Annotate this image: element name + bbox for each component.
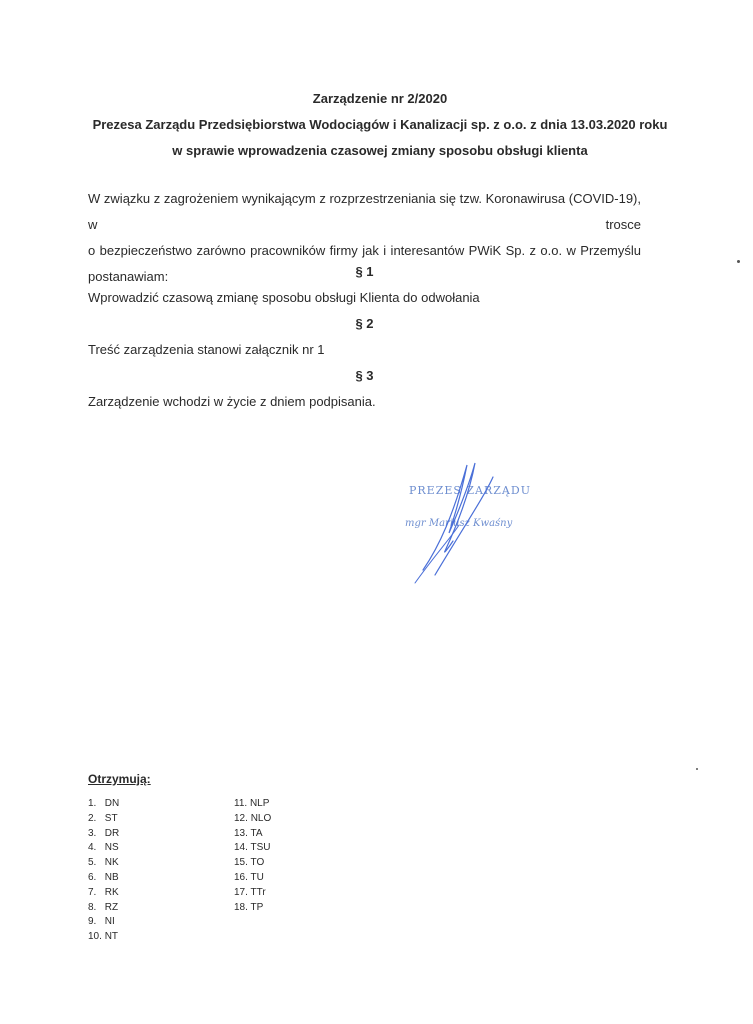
intro-line: W związku z zagrożeniem wynikającym z rozprzestrzeniania się tzw. Koronawirusa (COVID-19), w trosce [88,191,641,232]
scan-speck [696,768,698,770]
recipient-item: 1. DN [88,798,120,809]
intro-line: postanawiam: [88,269,169,284]
recipient-item: 7. RK [88,886,119,898]
recipient-item: 5. NK [88,857,119,869]
section-text-2: Treść zarządzenia stanowi załącznik nr 1 [88,342,325,357]
recipient-item: 10. NT [88,931,119,943]
stamp-title: PREZES ZARZĄDU [409,484,531,497]
stamp-name: mgr Mariusz Kwaśny [405,518,513,529]
recipient-item: 9. NI [88,916,115,928]
recipient-item: 8. RZ [88,901,119,913]
recipient-item: 14. TSU [234,842,271,854]
recipients-heading: Otrzymują: [88,772,151,786]
recipient-item: 15. TO [234,857,265,869]
section-mark-3: § 3 [355,368,374,383]
recipient-item: 18. TP [234,901,264,913]
recipient-item: 4. NS [88,842,119,854]
section-text-1: Wprowadzić czasową zmianę sposobu obsługi Klienta do odwołania [88,290,480,305]
recipient-item: 13. TA [234,827,263,839]
recipient-item: 16. TU [234,871,264,883]
section-mark-2: § 2 [355,316,374,331]
document-subtitle-subject: w sprawie wprowadzenia czasowej zmiany sposobu obsługi klienta [172,143,588,158]
intro-line: o bezpieczeństwo zarówno pracowników firmy jak i interesantów PWiK Sp. z o.o. w Przemyślu [88,243,641,258]
section-mark-1: § 1 [355,264,374,279]
document-header [60,86,700,164]
document-title: Zarządzenie nr 2/2020 [312,91,448,106]
recipient-item: 17. TTr [234,886,266,898]
section-text-3: Zarządzenie wchodzi w życie z dniem podpisania. [88,394,376,409]
recipients-column-1 [88,797,119,945]
document-subtitle-issuer: Prezesa Zarządu Przedsiębiorstwa Wodociągów i Kanalizacji sp. z o.o. z dnia 13.03.2020 roku [92,117,668,132]
scan-speck [737,260,740,263]
recipient-item: 2. ST [88,812,118,824]
recipients-column-2 [234,797,271,915]
recipient-item: 6. NB [88,871,119,883]
handwritten-signature [395,455,535,595]
recipient-item: 11. NLP [234,798,270,809]
recipient-item: 3. DR [88,827,120,839]
recipient-item: 12. NLO [234,812,272,824]
